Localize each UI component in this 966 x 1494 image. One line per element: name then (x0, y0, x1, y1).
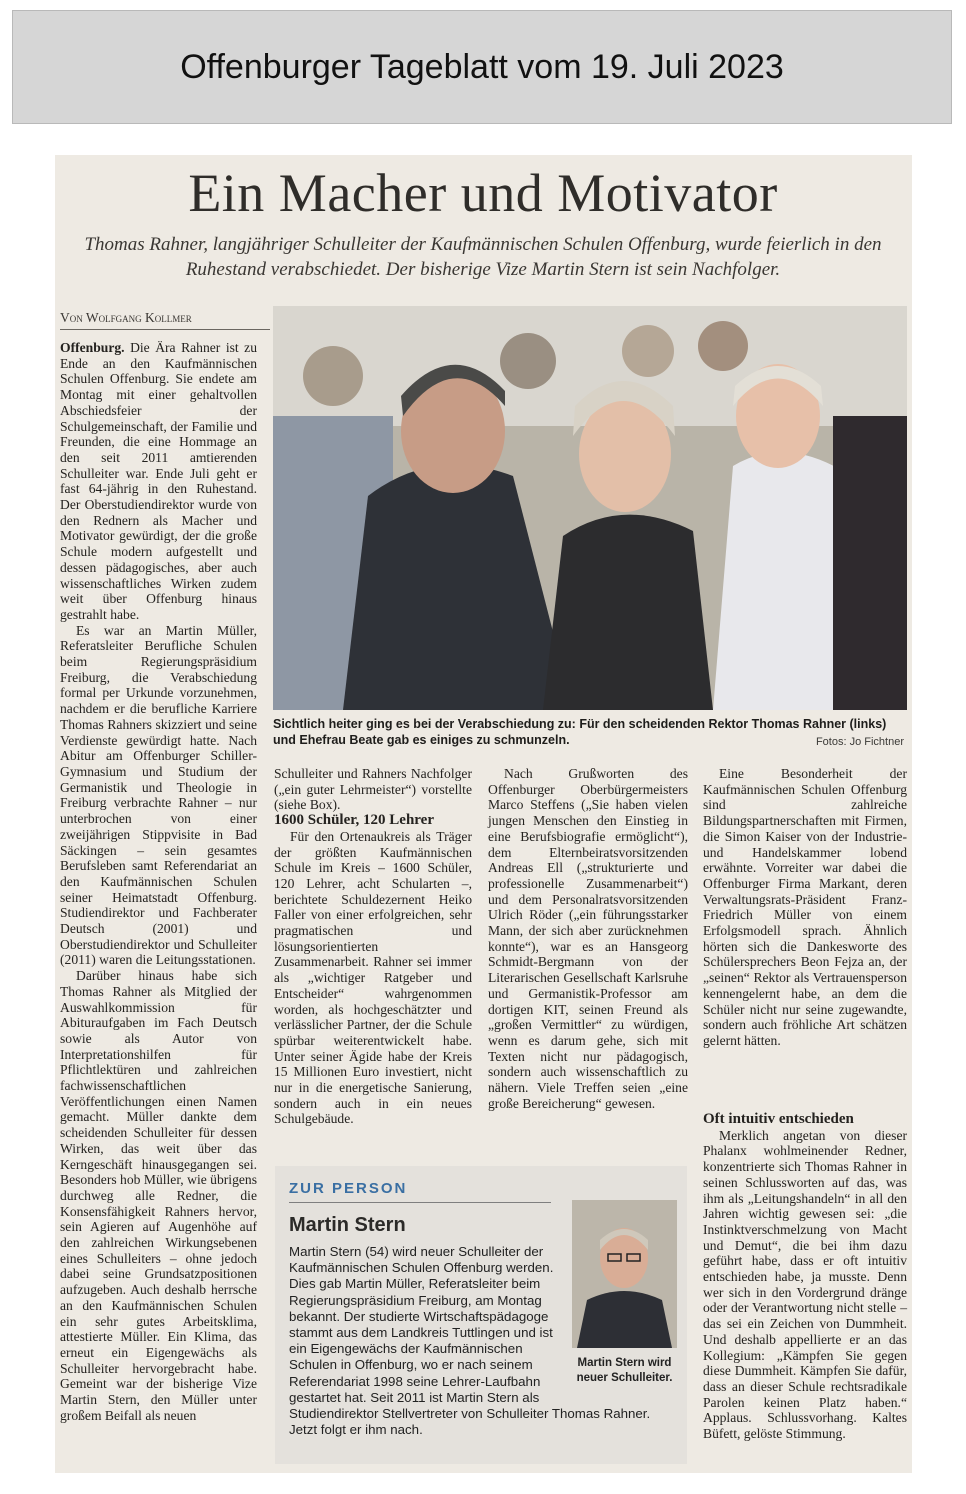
portrait-caption: Martin Stern wird neuer Schulleiter. (576, 1357, 673, 1384)
source-header-text: Offenburger Tageblatt vom 19. Juli 2023 (180, 47, 784, 86)
box-title: Martin Stern (289, 1214, 406, 1236)
event-photo-image (273, 306, 907, 710)
box-divider (289, 1202, 551, 1203)
article-paragraph: Für den Ortenaukreis als Träger der größten Kaufmännischen Schule im Kreis – 1600 Schüler, 120 Lehrer, acht Schularten –, berichtete Schuldezernent Heiko Faller von einer erfolgreichen, sehr pragmatischen und lösungsorientierten Zusammenarbeit. Rahner sei immer als „wichtiger Ratgeber und Entscheider“ wahrgenommen worden, als hochgeschätzter und verlässlicher Partner, der die Schule spürbar weiterentwickelt habe. Unter seiner Ägide habe der Kreis 15 Millionen Euro investiert, nicht nur in die energetische Sanierung, sondern auch in ein neues Schulgebäude. (274, 828, 472, 1127)
article-paragraph: Darüber hinaus habe sich Thomas Rahner als Mitglied der Auswahlkommission für Abituraufgaben im Fach Deutsch sowie als Autor von Interpretationshilfen für Pflichtlektüren und zahlreichen fachwissenschaftlichen Veröffentlichungen einen Namen gemacht. Müller dankte dem scheidenden Schulleiter für dessen Wirken, das weit über das Kerngeschäft hinausgegangen sei. Besonders hob Müller, wie übrigens durchweg alle Redner, die Konsensfähigkeit Rahners hervor, sein Agieren auf Augenhöhe auf den zahlreichen Wirkungsebenen eines Schulleiters – ohne jedoch dabei seine Grundsatzpositionen aufzugeben. Auch deshalb herrsche an den Kaufmännischen Schulen ein sehr gutes Arbeitsklima, attestierte Müller. Ein Klima, das erneut ein Eigengewächs als Schulleiter hervorgebracht habe. Gemeint war der bisherige Vize Martin Stern, den Müller unter großem Beifall als neuen (60, 968, 257, 1423)
subtitle-2: Oft intuitiv entschieden (703, 1111, 854, 1127)
paragraph-text: Die Ära Rahner ist zu Ende an den Kaufmännischen Schulen Offenburg. Sie endete am Montag mit einer gehaltvollen Abschiedsfeier der Schulgemeinschaft, der Familie und Freunden, die eine Hommage an den seit 2011 amtierenden Schulleiter war. Ende Juli geht er fast 64-jährig in den Ruhestand. Der Oberstudiendirektor wurde von den Rednern als Macher und Motivator gewürdigt, der die große Schule modern aufgestellt und dessen pädagogisches, aber auch wissenschaftliches Wirken zudem weit über Offenburg hinaus gestrahlt habe. (60, 340, 257, 622)
article-column-1 (60, 340, 257, 1424)
article-paragraph (60, 340, 257, 623)
photo-caption: Sichtlich heiter ging es bei der Verabschiedung zu: Für den scheidenden Rektor Thomas Rahner (links) und Ehefrau Beate gab es einiges zu schmunzeln. (273, 717, 887, 747)
article-column-4-lower (703, 1112, 907, 1442)
box-tag: ZUR PERSON (289, 1180, 408, 1197)
article-paragraph: Schulleiter und Rahners Nachfolger („ein guter Lehrmeister“) vorstellte (siehe Box). (274, 766, 472, 813)
portrait-image (572, 1200, 677, 1348)
box-text: Martin Stern (54) wird neuer Schulleiter der Kaufmännischen Schulen Offenburg werden. Dies gab Martin Müller, Referatsleiter beim Regierungspräsidium Freiburg, am Montag bekannt. Der studierte Wirtschaftspädagoge stammt aus dem Landkreis Tuttlingen und ist ein Eigengewächs der Kaufmännischen Schulen in Offenburg, wo er nach seinem Referendariat 1998 seine Lehrer-Laufbahn gestartet hat. Seit 2011 ist Martin Stern als Studiendirektor Stellvertreter von Schulleiter Thomas Rahner. Jetzt folgt er ihm nach. (289, 1244, 651, 1438)
article-column-2 (274, 766, 472, 1127)
byline: Von Wolfgang Kollmer (60, 310, 270, 330)
dateline: Offenburg. (60, 340, 125, 355)
headline: Ein Macher und Motivator (188, 163, 778, 223)
article-column-4 (703, 766, 907, 1049)
article-paragraph: Eine Besonderheit der Kaufmännischen Schulen Offenburg sind zahlreiche Bildungspartnerschaften mit Firmen, die Simon Kaiser von der Industrie- und Handelskammer lobend erwähnte. Vorreiter war dabei die Offenburger Firma Markant, deren Verwaltungsrats-Präsident Franz-Friedrich Müller von einem Erfolgsmodell sprach. Ähnlich hörten sich die Dankesworte des Schülersprechers Beon Fejza an, der „seinen“ Rektor als Vertrauensperson kennengelernt habe, an dem die Schüler nicht nur seine zugewandte, sondern auch fröhliche Art schätzen gelernt hätten. (703, 766, 907, 1048)
article-paragraph: Merklich angetan von dieser Phalanx wohlmeinender Redner, konzentrierte sich Thomas Rahner in seinen Schlussworten auf das, was ihm als „Leitungshandeln“ in all den Jahren wichtig gewesen sei: „die Instinktverschmelzung von Macht und Demut“, die bei ihm dazu geführt habe, dass er oft intuitiv entschieden habe, ja musste. Denn wer sich in den Vordergrund dränge oder der Verantwortung nicht stelle – das sei ein Zeichen von Dummheit. Und deshalb appellierte er an das Kollegium: „Kämpfen Sie gegen diese Dummheit. Kämpfen Sie dafür, dass an dieser Schule rechtsradikale Parolen keinen Platz haben.“ Applaus. Schlussvorhang. Kaltes Büfett, gelöste Stimmung. (703, 1127, 907, 1442)
portrait-wrap (572, 1200, 677, 1390)
event-photo (273, 306, 907, 710)
subtitle-1: 1600 Schüler, 120 Lehrer (274, 812, 434, 829)
person-box (275, 1166, 687, 1464)
article-paragraph: Es war an Martin Müller, Referatsleiter Berufliche Schulen beim Regierungspräsidium Freiburg, die Verabschiedung formal per Urkunde vorzunehmen, nachdem er die berufliche Karriere Thomas Rahners skizziert und seine Verdienste gewürdigt hatte. Nach Abitur am Offenburger Schiller-Gymnasium und Studium der Germanistik und Theologie in Freiburg verbrachte Rahner – nur unterbrochen von einer zweijährigen Stippvisite in Bad Säckingen – sein gesamtes Berufsleben samt Referendariat an den Kaufmännischen Schulen seiner Heimatstadt Offenburg. Studiendirektor und Fachberater Deutsch (2001) und Oberstudiendirektor und Schulleiter (2011) waren die Leitungsstationen. (60, 622, 257, 968)
photo-credit: Fotos: Jo Fichtner (815, 736, 904, 748)
subheadline: Thomas Rahner, langjähriger Schulleiter der Kaufmännischen Schulen Offenburg, wurde feierlich in den Ruhestand verabschiedet. Der bisherige Vize Martin Stern ist sein Nachfolger. (84, 234, 882, 280)
article-column-3 (488, 766, 688, 1111)
source-header (12, 10, 952, 124)
article-paragraph: Nach Grußworten des Offenburger Oberbürgermeisters Marco Steffens („Sie haben vielen jungen Menschen den Einstieg in eine Berufsbiografie ermöglicht“), dem Elternbeiratsvorsitzenden Andreas Ell („strukturierte und professionelle Zusammenarbeit“) und dem Personalratsvorsitzenden Ulrich Röder („ein führungsstarker Mann, der sich aber zurücknehmen konnte“), war es an Hansgeorg Schmidt-Bergmann von der Literarischen Gesellschaft Karlsruhe und Germanistik-Professor am dortigen KIT, seinen Freund als „großen Vermittler“ zu würdigen, wenn es darum gehe, sich mit Texten nicht nur pädagogisch, sondern auch wissenschaftlich zu nähern. Viele Treffen seien „eine große Bereicherung“ gewesen. (488, 766, 688, 1111)
box-text-wrap (289, 1244, 677, 1438)
portrait-photo (572, 1200, 677, 1348)
